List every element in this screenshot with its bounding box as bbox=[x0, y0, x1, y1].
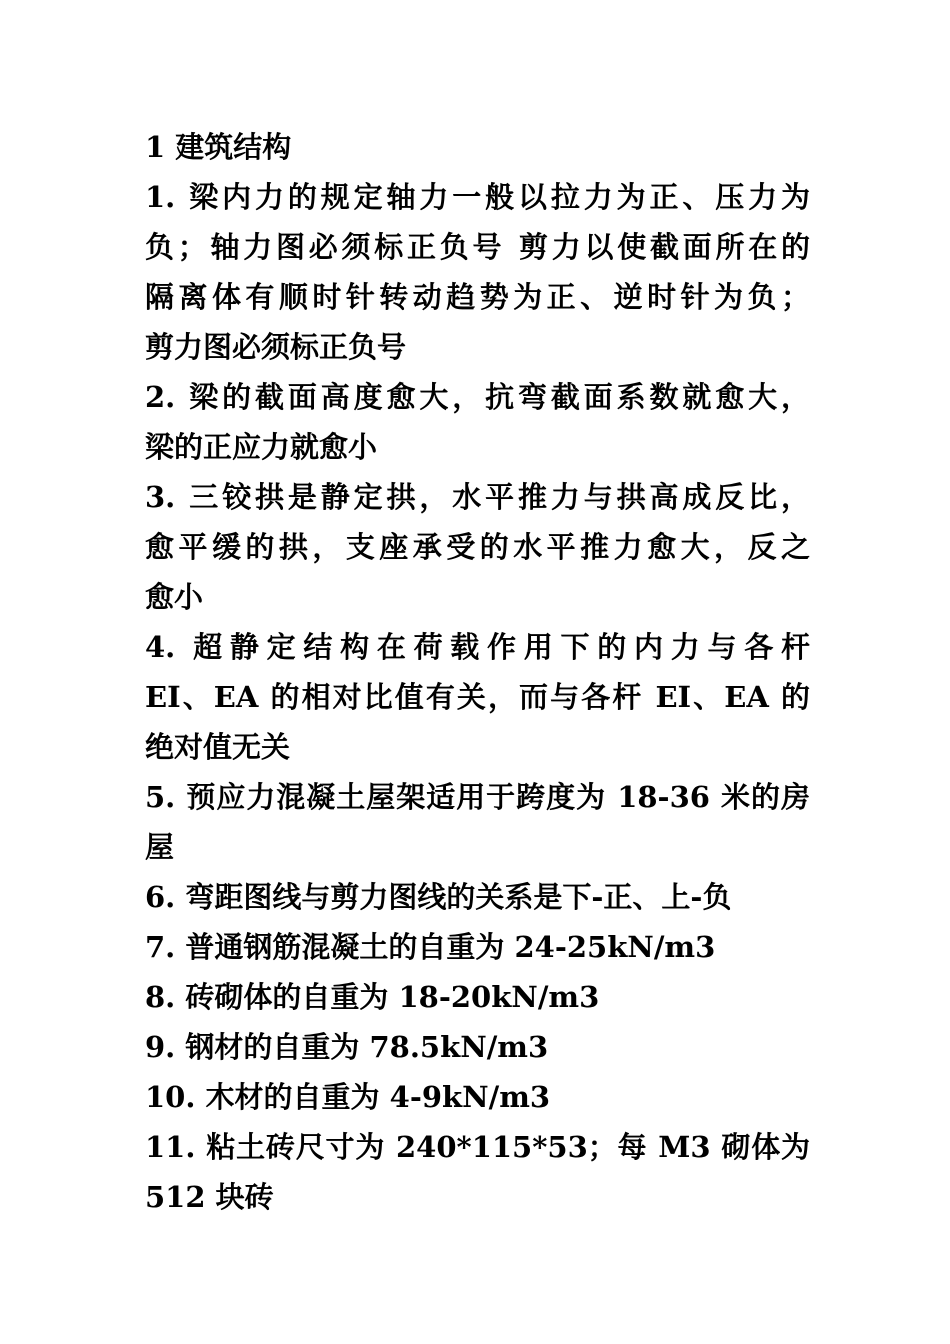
document-body bbox=[145, 122, 810, 1222]
text-line: 负；轴力图必须标正负号 剪力以使截面所在的 bbox=[145, 230, 810, 264]
text-line: 3. 三铰拱是静定拱，水平推力与拱高成反比， bbox=[145, 480, 810, 514]
text-line: 7. 普通钢筋混凝土的自重为 24-25kN/m3 bbox=[145, 930, 716, 964]
text-line: 愈平缓的拱，支座承受的水平推力愈大，反之 bbox=[145, 530, 810, 564]
text-line: 5. 预应力混凝土屋架适用于跨度为 18-36 米的房 bbox=[145, 780, 810, 814]
text-line: 剪力图必须标正负号 bbox=[145, 330, 407, 364]
text-line: 绝对值无关 bbox=[145, 730, 291, 764]
text-line: 512 块砖 bbox=[145, 1180, 274, 1214]
text-line: 9. 钢材的自重为 78.5kN/m3 bbox=[145, 1030, 549, 1064]
text-line: 1. 梁内力的规定轴力一般以拉力为正、压力为 bbox=[145, 180, 810, 214]
text-line: 11. 粘土砖尺寸为 240*115*53；每 M3 砌体为 bbox=[145, 1130, 810, 1164]
text-line: 隔离体有顺时针转动趋势为正、逆时针为负； bbox=[145, 280, 810, 314]
text-line: 4. 超静定结构在荷载作用下的内力与各杆 bbox=[145, 630, 810, 664]
text-line: 梁的正应力就愈小 bbox=[145, 430, 378, 464]
text-line: 8. 砖砌体的自重为 18-20kN/m3 bbox=[145, 980, 600, 1014]
text-line: 2. 梁的截面高度愈大，抗弯截面系数就愈大， bbox=[145, 380, 810, 414]
text-line: 愈小 bbox=[145, 580, 204, 614]
paragraph-lines bbox=[145, 172, 810, 1222]
text-line: 10. 木材的自重为 4-9kN/m3 bbox=[145, 1080, 551, 1114]
section-heading: 1 建筑结构 bbox=[145, 130, 292, 164]
text-line: 屋 bbox=[145, 830, 175, 864]
text-line: 6. 弯距图线与剪力图线的关系是下-正、上-负 bbox=[145, 880, 732, 914]
text-line: EI、EA 的相对比值有关，而与各杆 EI、EA 的 bbox=[145, 680, 810, 714]
